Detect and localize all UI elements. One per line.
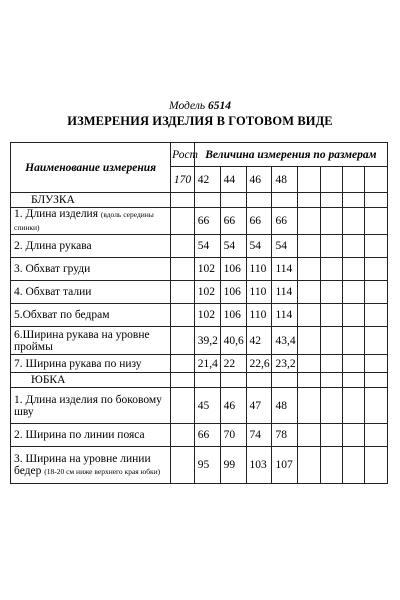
measurement-note: (вдоль середины спинки) xyxy=(14,210,154,232)
empty-cell xyxy=(343,281,365,304)
empty-cell xyxy=(171,373,195,388)
page-title: ИЗМЕРЕНИЯ ИЗДЕЛИЯ В ГОТОВОМ ВИДЕ xyxy=(67,114,333,128)
value-cell: 102 xyxy=(194,304,220,327)
height-label: Рост xyxy=(171,143,195,167)
measurement-name-cell xyxy=(11,355,171,373)
empty-cell xyxy=(365,281,388,304)
empty-cell xyxy=(298,355,320,373)
value-cell: 114 xyxy=(272,258,298,281)
empty-cell xyxy=(365,447,388,484)
empty-cell xyxy=(343,447,365,484)
empty-cell xyxy=(171,424,195,447)
empty-cell xyxy=(365,355,388,373)
empty-cell xyxy=(343,235,365,258)
measurement-row xyxy=(11,281,388,304)
value-cell: 66 xyxy=(194,208,220,235)
empty-cell xyxy=(194,193,220,208)
value-cell: 43,4 xyxy=(272,327,298,355)
table-header-row xyxy=(11,143,388,167)
empty-cell xyxy=(298,235,320,258)
value-cell: 22,6 xyxy=(246,355,272,373)
size-header-cell: 48 xyxy=(272,167,298,193)
empty-cell xyxy=(298,388,320,424)
empty-cell xyxy=(320,258,342,281)
empty-cell xyxy=(320,447,342,484)
empty-cell xyxy=(365,304,388,327)
measurement-name-cell xyxy=(11,258,171,281)
measurement-name: 1. Длина изделия xyxy=(14,208,98,220)
empty-cell xyxy=(171,304,195,327)
empty-cell xyxy=(320,208,342,235)
measurement-name: 1. Длина изделия по боковому шву xyxy=(14,393,162,418)
size-header-cell: 44 xyxy=(220,167,246,193)
empty-cell xyxy=(343,208,365,235)
empty-cell xyxy=(298,327,320,355)
empty-cell xyxy=(343,424,365,447)
measurement-row xyxy=(11,424,388,447)
name-column-header: Наименование измерения xyxy=(11,143,171,193)
measurement-name-cell xyxy=(11,281,171,304)
value-cell: 21,4 xyxy=(194,355,220,373)
empty-cell xyxy=(365,424,388,447)
height-value: 170 xyxy=(171,167,195,193)
measurement-name: 7. Ширина рукава по низу xyxy=(14,357,142,370)
measurement-row xyxy=(11,355,388,373)
document-heading xyxy=(0,100,400,129)
measurement-note: (18-20 см ниже верхнего края юбки) xyxy=(44,466,161,476)
value-cell: 46 xyxy=(220,388,246,424)
value-cell: 99 xyxy=(220,447,246,484)
measurement-row xyxy=(11,327,388,355)
measurement-name: 2. Ширина по линии пояса xyxy=(14,429,145,441)
model-line xyxy=(0,100,400,113)
empty-cell xyxy=(298,193,320,208)
value-cell: 66 xyxy=(220,208,246,235)
model-number: 6514 xyxy=(207,100,231,112)
empty-cell xyxy=(298,447,320,484)
measurements-table xyxy=(10,142,388,484)
section-row xyxy=(11,193,388,208)
measurement-name-cell xyxy=(11,208,171,235)
empty-cell xyxy=(320,281,342,304)
empty-cell xyxy=(343,167,365,193)
empty-cell xyxy=(246,373,272,388)
empty-cell xyxy=(320,424,342,447)
measurement-name: 6.Ширина рукава на уровне проймы xyxy=(14,328,150,353)
measurement-name: 3. Ширина на уровне линии бедер xyxy=(14,452,151,477)
empty-cell xyxy=(272,373,298,388)
empty-cell xyxy=(365,167,388,193)
measurement-row xyxy=(11,235,388,258)
value-cell: 54 xyxy=(194,235,220,258)
section-title: БЛУЗКА xyxy=(11,193,171,208)
empty-cell xyxy=(298,304,320,327)
size-header-cell: 46 xyxy=(246,167,272,193)
empty-cell xyxy=(272,193,298,208)
empty-cell xyxy=(298,208,320,235)
value-cell: 103 xyxy=(246,447,272,484)
empty-cell xyxy=(365,235,388,258)
empty-cell xyxy=(365,388,388,424)
empty-cell xyxy=(298,424,320,447)
empty-cell xyxy=(343,258,365,281)
empty-cell xyxy=(171,388,195,424)
value-cell: 54 xyxy=(220,235,246,258)
value-cell: 54 xyxy=(246,235,272,258)
empty-cell xyxy=(298,281,320,304)
empty-cell xyxy=(320,304,342,327)
values-header: Величина измерения по размерам xyxy=(194,143,387,167)
empty-cell xyxy=(365,327,388,355)
value-cell: 66 xyxy=(246,208,272,235)
empty-cell xyxy=(320,355,342,373)
value-cell: 102 xyxy=(194,258,220,281)
measurement-row xyxy=(11,388,388,424)
value-cell: 74 xyxy=(246,424,272,447)
measurement-name: 4. Обхват талии xyxy=(14,286,92,298)
empty-cell xyxy=(343,388,365,424)
value-cell: 66 xyxy=(194,424,220,447)
empty-cell xyxy=(320,388,342,424)
measurement-name-cell xyxy=(11,304,171,327)
empty-cell xyxy=(343,355,365,373)
value-cell: 39,2 xyxy=(194,327,220,355)
value-cell: 78 xyxy=(272,424,298,447)
empty-cell xyxy=(220,373,246,388)
value-cell: 106 xyxy=(220,281,246,304)
empty-cell xyxy=(171,193,195,208)
measurement-row xyxy=(11,304,388,327)
empty-cell xyxy=(320,167,342,193)
value-cell: 106 xyxy=(220,304,246,327)
empty-cell xyxy=(343,304,365,327)
empty-cell xyxy=(194,373,220,388)
measurement-name-cell xyxy=(11,447,171,484)
measurement-name-cell xyxy=(11,424,171,447)
value-cell: 107 xyxy=(272,447,298,484)
value-cell: 114 xyxy=(272,281,298,304)
measurement-name: 5.Обхват по бедрам xyxy=(14,309,110,321)
empty-cell xyxy=(320,235,342,258)
empty-cell xyxy=(343,373,365,388)
empty-cell xyxy=(320,327,342,355)
measurement-row xyxy=(11,258,388,281)
empty-cell xyxy=(298,167,320,193)
table-body xyxy=(11,143,388,484)
empty-cell xyxy=(246,193,272,208)
measurement-name: 2. Длина рукава xyxy=(14,240,92,252)
value-cell: 45 xyxy=(194,388,220,424)
measurement-name-cell xyxy=(11,327,171,355)
measurement-row xyxy=(11,447,388,484)
section-title: ЮБКА xyxy=(11,373,171,388)
empty-cell xyxy=(365,193,388,208)
value-cell: 48 xyxy=(272,388,298,424)
empty-cell xyxy=(171,355,195,373)
measurement-name-cell xyxy=(11,388,171,424)
value-cell: 114 xyxy=(272,304,298,327)
value-cell: 110 xyxy=(246,258,272,281)
value-cell: 54 xyxy=(272,235,298,258)
empty-cell xyxy=(171,447,195,484)
measurement-name: 3. Обхват груди xyxy=(14,263,91,275)
measurement-name-cell xyxy=(11,235,171,258)
empty-cell xyxy=(320,193,342,208)
empty-cell xyxy=(171,327,195,355)
model-prefix: Модель xyxy=(169,100,206,112)
value-cell: 22 xyxy=(220,355,246,373)
value-cell: 110 xyxy=(246,281,272,304)
empty-cell xyxy=(365,258,388,281)
empty-cell xyxy=(365,373,388,388)
value-cell: 42 xyxy=(246,327,272,355)
empty-cell xyxy=(298,373,320,388)
empty-cell xyxy=(171,281,195,304)
value-cell: 102 xyxy=(194,281,220,304)
value-cell: 110 xyxy=(246,304,272,327)
empty-cell xyxy=(171,258,195,281)
empty-cell xyxy=(343,193,365,208)
empty-cell xyxy=(171,208,195,235)
value-cell: 95 xyxy=(194,447,220,484)
value-cell: 23,2 xyxy=(272,355,298,373)
value-cell: 106 xyxy=(220,258,246,281)
value-cell: 47 xyxy=(246,388,272,424)
empty-cell xyxy=(298,258,320,281)
size-header-cell: 42 xyxy=(194,167,220,193)
empty-cell xyxy=(343,327,365,355)
value-cell: 70 xyxy=(220,424,246,447)
empty-cell xyxy=(320,373,342,388)
empty-cell xyxy=(365,208,388,235)
value-cell: 40,6 xyxy=(220,327,246,355)
section-row xyxy=(11,373,388,388)
empty-cell xyxy=(220,193,246,208)
value-cell: 66 xyxy=(272,208,298,235)
empty-cell xyxy=(171,235,195,258)
measurement-row xyxy=(11,208,388,235)
